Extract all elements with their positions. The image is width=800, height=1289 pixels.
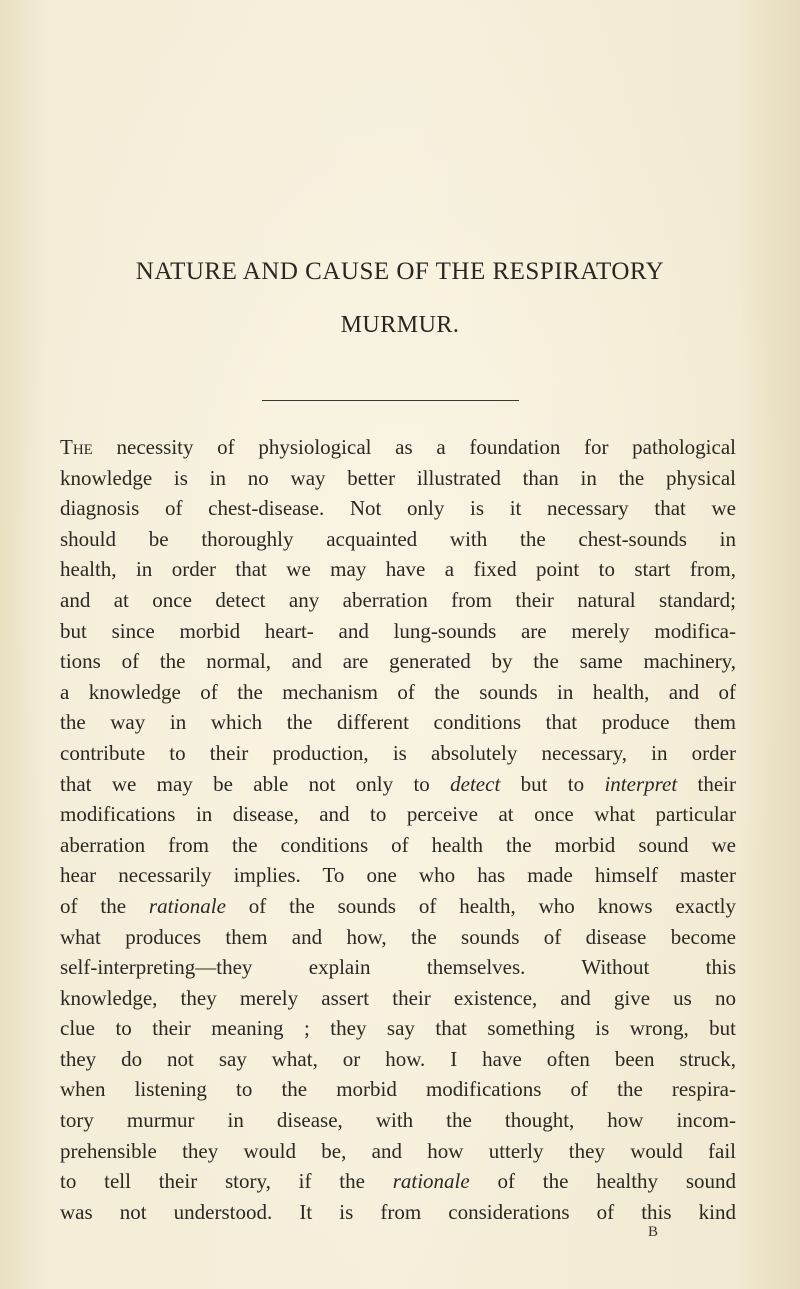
title-divider-rule — [262, 400, 519, 401]
italic-term-rationale: rationale — [148, 893, 226, 918]
text-segment: of the sounds of health, who knows exactly — [225, 893, 736, 918]
signature-mark: B — [648, 1224, 659, 1240]
text-segment: of the — [60, 893, 149, 918]
text-segment: but to — [500, 771, 605, 796]
text-line-26: was not understood. It is from considerations of this kind — [60, 1199, 736, 1224]
text-line-8: tions of the normal, and are generated by the same machinery, — [60, 649, 736, 674]
italic-term-rationale: rationale — [392, 1169, 470, 1194]
text-line-17: what produces them and how, the sounds of disease become — [60, 924, 736, 949]
text-segment: their — [677, 771, 737, 796]
chapter-title-line-2: MURMUR. — [340, 312, 460, 338]
text-line-22: when listening to the morbid modifications of the respira- — [60, 1077, 736, 1102]
italic-term-interpret: interpret — [604, 771, 678, 796]
text-line-4: should be thoroughly acquainted with the chest-sounds in — [60, 526, 736, 551]
text-line-24: prehensible they would be, and how utterly they would fail — [60, 1138, 736, 1163]
text-line-11: contribute to their production, is absolutely necessary, in order — [60, 740, 736, 765]
text-line-19: knowledge, they merely assert their existence, and give us no — [60, 985, 736, 1010]
text-segment: that we may be able not only to — [60, 771, 451, 796]
text-line-3: diagnosis of chest-disease. Not only is it necessary that we — [60, 496, 736, 521]
drop-word: The — [60, 435, 93, 459]
chapter-title-line-1: NATURE AND CAUSE OF THE RESPIRATORY — [135, 258, 665, 285]
text-line-20: clue to their meaning ; they say that something is wrong, but — [60, 1016, 736, 1041]
text-line-5: health, in order that we may have a fixed point to start from, — [60, 557, 736, 582]
text-line-12 — [60, 769, 736, 800]
text-line-1-rest: necessity of physiological as a foundation for pathological — [92, 435, 736, 459]
text-line-25 — [60, 1166, 736, 1197]
text-line-23: tory murmur in disease, with the thought, how incom- — [60, 1108, 736, 1133]
text-line-9: a knowledge of the mechanism of the sounds in health, and of — [60, 679, 736, 704]
text-line-10: the way in which the different conditions that produce them — [60, 710, 736, 735]
text-line-18: self-interpreting—they explain themselves. Without this — [60, 955, 736, 980]
text-line-16 — [60, 891, 736, 922]
body-paragraph — [60, 432, 736, 1227]
italic-term-detect: detect — [450, 771, 501, 796]
text-line-7: but since morbid heart- and lung-sounds are merely modifica- — [60, 618, 736, 643]
text-line-6: and at once detect any aberration from their natural standard; — [60, 587, 736, 612]
text-line-21: they do not say what, or how. I have often been struck, — [60, 1046, 736, 1071]
text-line-15: hear necessarily implies. To one who has made himself master — [60, 863, 736, 888]
text-segment: to tell their story, if the — [60, 1169, 393, 1194]
text-segment: of the healthy sound — [469, 1169, 736, 1194]
text-line-13: modifications in disease, and to perceive at once what particular — [60, 802, 736, 827]
text-line-2: knowledge is in no way better illustrated than in the physical — [60, 465, 736, 490]
text-line-1 — [60, 432, 736, 463]
text-line-14: aberration from the conditions of health the morbid sound we — [60, 832, 736, 857]
